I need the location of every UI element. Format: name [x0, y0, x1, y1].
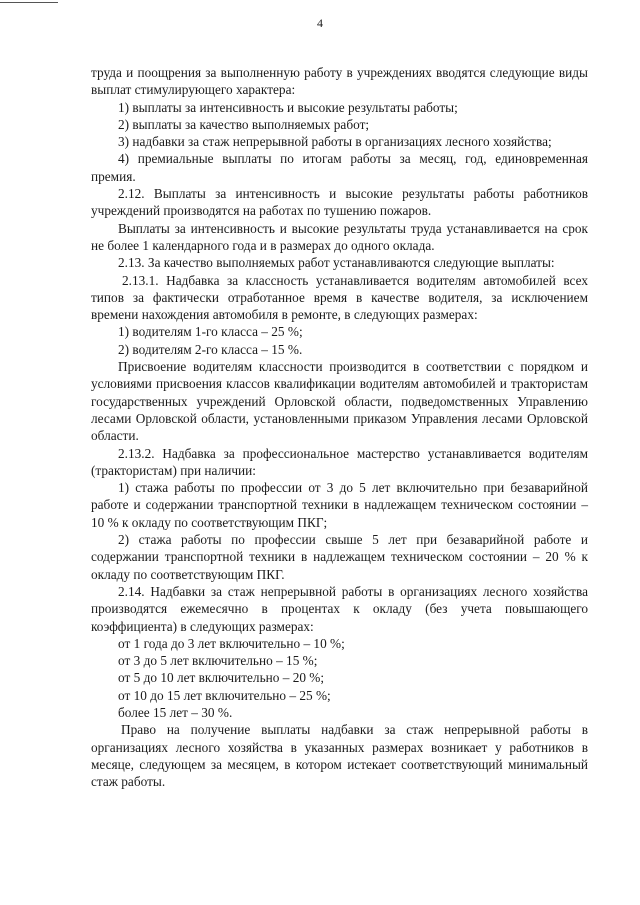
paragraph: Выплаты за интенсивность и высокие результаты труда устанавливается на срок не более 1 календарного года и в размерах до одного оклада.	[91, 220, 588, 253]
page-number: 4	[317, 16, 323, 30]
paragraph: 2.14. Надбавки за стаж непрерывной работы в организациях лесного хозяйства производятся ежемесячно в процентах к окладу (без учета повышающего коэффициента) в следующих размерах:	[91, 583, 588, 634]
paragraph: Присвоение водителям классности производится в соответствии с порядком и условиями присвоения классов квалификации водителям автомобилей и трактористам государственных учреждений Орловской области, подведомственных Управлению лесами Орловской области, установленными приказом Управления лесами Орловской области.	[91, 359, 588, 444]
list-item: 1) стажа работы по профессии от 3 до 5 лет включительно при безаварийной работе и содержании транспортной техники в надлежащем техническом состоянии – 10 % к окладу по соответствующим ПКГ;	[91, 480, 588, 530]
paragraph: труда и поощрения за выполненную работу в учреждениях вводятся следующие виды выплат стимулирующего характера:	[91, 65, 588, 98]
list-item: 1) водителям 1-го класса – 25 %;	[118, 324, 303, 340]
top-rule	[0, 2, 58, 3]
paragraph: 2.13. За качество выполняемых работ устанавливаются следующие выплаты:	[118, 255, 555, 271]
list-item: от 5 до 10 лет включительно – 20 %;	[118, 670, 325, 686]
list-item: 4) премиальные выплаты по итогам работы за месяц, год, единовременная премия.	[91, 151, 588, 184]
paragraph: Право на получение выплаты надбавки за стаж непрерывной работы в организациях лесного хозяйства в указанных размерах возникает у работников в месяце, следующем за месяцем, в котором истекает соответствующий минимальный стаж работы.	[91, 722, 588, 790]
list-item: 2) водителям 2-го класса – 15 %.	[118, 341, 303, 357]
list-item: от 1 года до 3 лет включительно – 10 %;	[118, 635, 345, 651]
list-item: 2) выплаты за качество выполняемых работ;	[118, 116, 370, 132]
list-item: от 3 до 5 лет включительно – 15 %;	[118, 653, 318, 669]
list-item: 1) выплаты за интенсивность и высокие результаты работы;	[118, 99, 458, 115]
list-item: 2) стажа работы по профессии свыше 5 лет при безаварийной работе и содержании транспортной техники в надлежащем техническом состоянии – 20 % к окладу по соответствующим ПКГ.	[91, 532, 588, 582]
paragraph: 2.13.2. Надбавка за профессиональное мастерство устанавливается водителям (трактористам) при наличии:	[91, 445, 588, 478]
paragraph: 2.13.1. Надбавка за классность устанавливается водителям автомобилей всех типов за фактически отработанное время в качестве водителя, за исключением времени нахождения автомобиля в ремонте, в следующих размерах:	[91, 272, 588, 323]
list-item: 3) надбавки за стаж непрерывной работы в организациях лесного хозяйства;	[118, 134, 552, 150]
paragraph: 2.12. Выплаты за интенсивность и высокие результаты работы работников учреждений производятся на работах по тушению пожаров.	[91, 186, 588, 219]
list-item: от 10 до 15 лет включительно – 25 %;	[118, 687, 331, 703]
list-item: более 15 лет – 30 %.	[118, 704, 233, 720]
document-body	[91, 64, 588, 790]
